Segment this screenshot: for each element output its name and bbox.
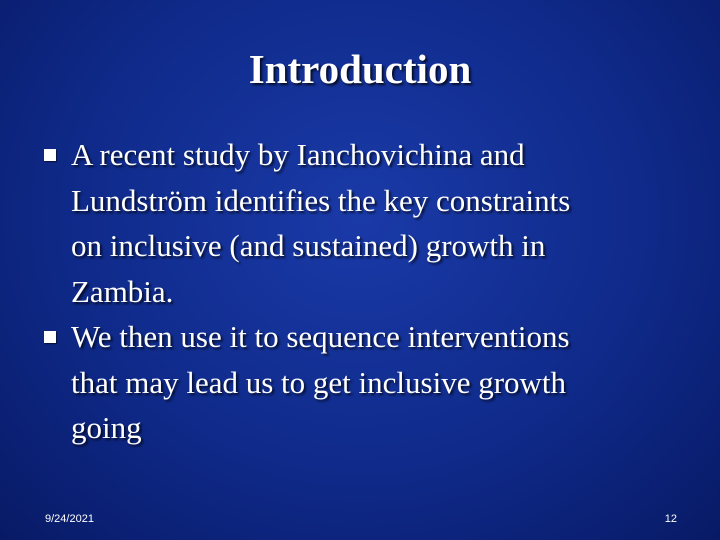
bullet-line: going [71, 410, 142, 445]
bullet-line: Zambia. [71, 273, 174, 309]
bullet-line: Lundström identifies the key constraints [71, 182, 571, 218]
square-bullet-icon [44, 149, 56, 161]
bullet-item-1 [40, 132, 680, 314]
bullet-line: We then use it to sequence interventions [71, 319, 570, 354]
footer-page-number: 12 [664, 513, 677, 525]
slide-title: Introduction [248, 46, 472, 92]
bullet-line: on inclusive (and sustained) growth in [71, 228, 546, 263]
footer-date: 9/24/2021 [45, 513, 94, 525]
bullet-line: A recent study by Ianchovichina and [71, 137, 525, 172]
square-bullet-icon [44, 331, 56, 343]
bullet-line: that may lead us to get inclusive growth [71, 364, 567, 400]
bullet-item-2 [40, 314, 680, 451]
slide-body [40, 132, 680, 451]
